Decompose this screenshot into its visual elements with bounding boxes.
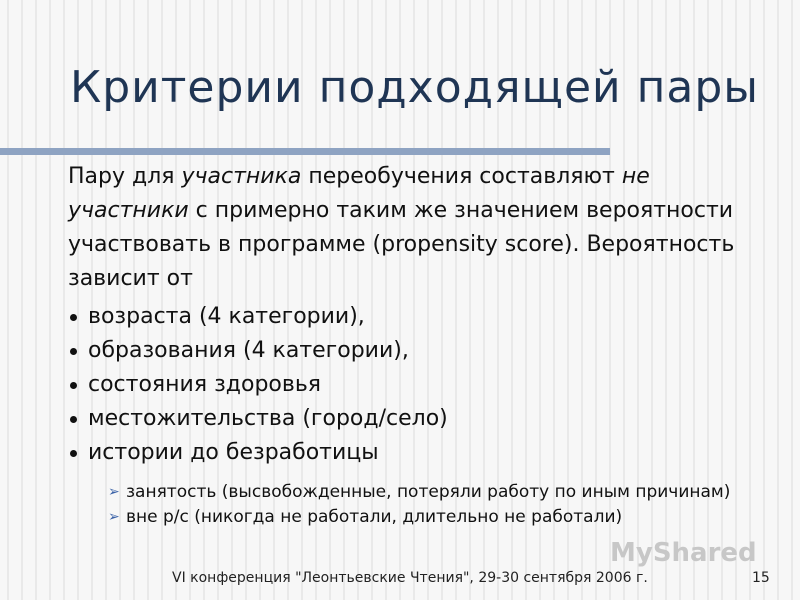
bullet-icon	[70, 348, 77, 355]
title-divider	[0, 148, 610, 155]
factor-item: образования (4 категории),	[68, 334, 768, 368]
bullet-icon	[70, 450, 77, 457]
para-part-2: участника	[181, 164, 302, 189]
arrow-bullet-icon: ➢	[108, 509, 120, 525]
para-part-5: с примерно таким же значением вероятности участвовать в программе (propensity score). Вероятность зависит от	[68, 198, 735, 291]
arrow-bullet-icon: ➢	[108, 484, 120, 500]
factor-item: возраста (4 категории),	[68, 300, 768, 334]
factor-item: местожительства (город/село)	[68, 402, 768, 436]
bullet-icon	[70, 314, 77, 321]
sub-item: ➢ занятость (высвобожденные, потеряли работу по иным причинам)	[108, 480, 768, 505]
bullet-icon	[70, 382, 77, 389]
para-part-3: переобучения составляют	[301, 164, 622, 189]
intro-paragraph	[68, 160, 768, 296]
sub-item: ➢ вне р/с (никогда не работали, длительно не работали)	[108, 505, 768, 530]
factor-item: истории до безработицы	[68, 436, 768, 470]
page-number: 15	[752, 570, 770, 586]
para-part-1: Пару для	[68, 164, 182, 189]
factor-list	[68, 300, 768, 470]
slide-title: Критерии подходящей пары	[70, 62, 760, 113]
slide-body	[68, 160, 768, 530]
slide-footer: VI конференция "Леонтьевские Чтения", 29-30 сентября 2006 г.	[172, 570, 648, 586]
factor-item: состояния здоровья	[68, 368, 768, 402]
watermark-logo: MyShared	[610, 538, 757, 568]
employment-sublist	[68, 480, 768, 530]
para-part-4: не участники	[68, 164, 650, 223]
bullet-icon	[70, 416, 77, 423]
